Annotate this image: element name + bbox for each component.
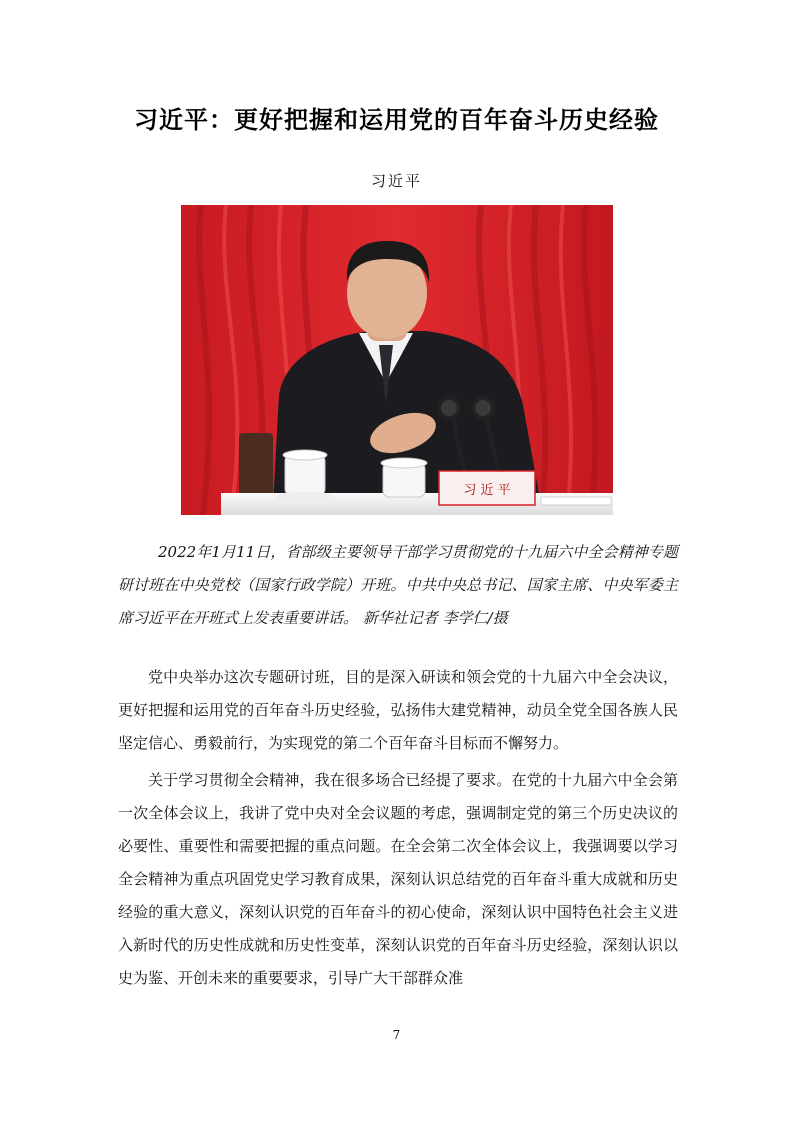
page-title: 习近平：更好把握和运用党的百年奋斗历史经验 — [134, 106, 659, 134]
body-paragraph-1: 党中央举办这次专题研讨班，目的是深入研读和领会党的十九届六中全会决议，更好把握和运用党的百年奋斗历史经验，弘扬伟大建党精神，动员全党全国各族人民坚定信心、勇毅前行，为实现党的第二个百年奋斗目标而不懈努力。 — [118, 668, 678, 752]
body-paragraph-2: 关于学习贯彻全会精神，我在很多场合已经提了要求。在党的十九届六中全会第一次全体会议上，我讲了党中央对全会议题的考虑，强调制定党的第三个历史决议的必要性、重要性和需要把握的重点问题。在全会第二次全体会议上，我强调要以学习全会精神为重点巩固党史学习教育成果，深刻认识总结党的百年奋斗重大成就和历史经验的重大意义，深刻认识党的百年奋斗的初心使命，深刻认识中国特色社会主义进入新时代的历史性成就和历史性变革，深刻认识党的百年奋斗历史经验，深刻认识以史为鉴、开创未来的重要要求，引导广大干部群众准 — [118, 771, 678, 987]
author-byline: 习近平 — [370, 172, 422, 190]
nameplate-text: 习 近 平 — [463, 483, 511, 498]
papers — [541, 497, 611, 505]
news-photo — [181, 205, 613, 515]
page-number: 7 — [392, 1028, 401, 1042]
chair — [239, 433, 273, 495]
teacup-right — [381, 458, 427, 497]
photo-caption: 2022年1月11日，省部级主要领导干部学习贯彻党的十九届六中全会精神专题研讨班在中央党校（国家行政学院）开班。中共中央总书记、国家主席、中央军委主席习近平在开班式上发表重要讲话。 新华社记者 李学仁/摄 — [118, 543, 678, 627]
